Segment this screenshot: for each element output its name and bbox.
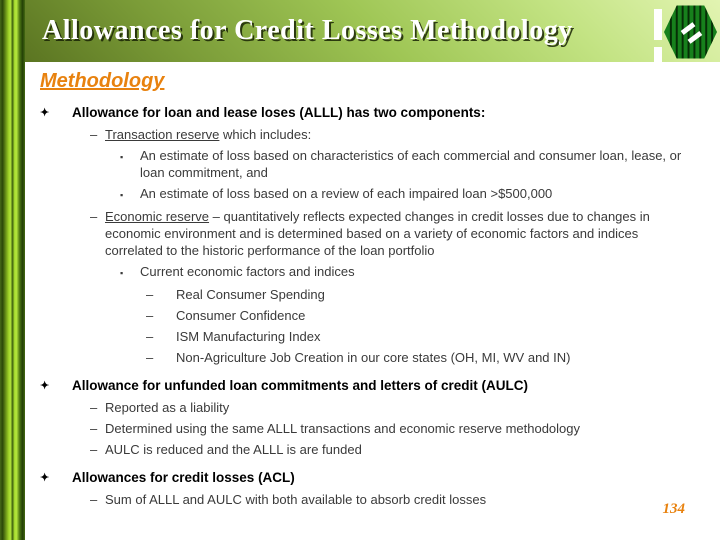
sub-item [40, 399, 692, 416]
index-item-text: ISM Manufacturing Index [176, 329, 321, 344]
accent-bar [654, 9, 662, 40]
dash-bullet-icon: – [146, 350, 154, 365]
sub-item-transaction-reserve [40, 126, 692, 143]
sub-sub-item-text: An estimate of loss based on a review of each impaired loan >$500,000 [140, 186, 553, 201]
bullet-item-aulc [40, 377, 692, 395]
sub-item-text: Reported as a liability [105, 400, 230, 415]
methodology-heading: Methodology [40, 70, 165, 92]
sub-item-text: AULC is reduced and the ALLL is are funded [105, 442, 362, 457]
dash-bullet-icon: – [90, 209, 98, 224]
bullet-item-alll [40, 104, 692, 122]
index-item [40, 349, 692, 366]
sub-item [40, 491, 692, 508]
underlined-term: Transaction reserve [105, 127, 220, 142]
index-item-text: Consumer Confidence [176, 308, 306, 323]
underlined-term: Economic reserve [105, 209, 210, 224]
dash-bullet-icon: – [90, 492, 98, 507]
index-item-text: Non-Agriculture Job Creation in our core states (OH, MI, WV and IN) [176, 350, 571, 365]
diamond-bullet-icon: ✦ [40, 472, 50, 484]
dash-bullet-icon: – [146, 329, 154, 344]
hexagon-logo [663, 4, 718, 60]
sub-sub-item [40, 147, 692, 181]
sub-item-text: Sum of ALLL and AULC with both available to absorb credit losses [105, 492, 487, 507]
sub-sub-item [40, 263, 692, 282]
square-bullet-icon: ▪ [120, 268, 124, 278]
sub-item-text [105, 126, 692, 143]
header-band [0, 0, 720, 62]
sub-sub-item-text: An estimate of loss based on characteristics of each commercial and consumer loan, lease, or loan commitment, and [140, 148, 682, 180]
dash-bullet-icon: – [90, 442, 98, 457]
square-bullet-icon: ▪ [120, 190, 124, 200]
bullet-item-acl [40, 469, 692, 487]
diamond-bullet-icon: ✦ [40, 107, 50, 119]
page-number: 134 [662, 501, 685, 517]
slide-body [40, 64, 692, 508]
sub-item-rest: which includes: [219, 127, 312, 142]
sub-item-economic-reserve [40, 208, 692, 259]
slide-title: Allowances for Credit Losses Methodology [42, 15, 573, 46]
dash-bullet-icon: – [146, 287, 154, 302]
sub-sub-item [40, 185, 692, 204]
sub-sub-item-text: Current economic factors and indices [140, 264, 355, 279]
dash-bullet-icon: – [90, 421, 98, 436]
sub-item [40, 441, 692, 458]
square-bullet-icon: ▪ [120, 152, 124, 162]
index-item [40, 307, 692, 324]
sub-item [40, 420, 692, 437]
index-item [40, 328, 692, 345]
bullet-text: Allowance for loan and lease loses (ALLL) has two components: [72, 105, 486, 120]
bullet-text: Allowance for unfunded loan commitments and letters of credit (AULC) [72, 378, 529, 393]
bullet-text: Allowances for credit losses (ACL) [72, 470, 295, 485]
index-item [40, 286, 692, 303]
diamond-bullet-icon: ✦ [40, 380, 50, 392]
sub-item-text [105, 208, 692, 259]
sub-item-rest: – quantitatively reflects expected changes in credit losses due to changes in economic environment and is determined based on a variety of economic factors and indices correlated to the historic performance of the loan portfolio [105, 209, 650, 258]
dash-bullet-icon: – [146, 308, 154, 323]
dash-bullet-icon: – [90, 400, 98, 415]
sub-item-text: Determined using the same ALLL transactions and economic reserve methodology [105, 421, 581, 436]
index-item-text: Real Consumer Spending [176, 287, 325, 302]
accent-bar [654, 47, 662, 62]
left-border-stripe [0, 0, 25, 540]
dash-bullet-icon: – [90, 127, 98, 142]
